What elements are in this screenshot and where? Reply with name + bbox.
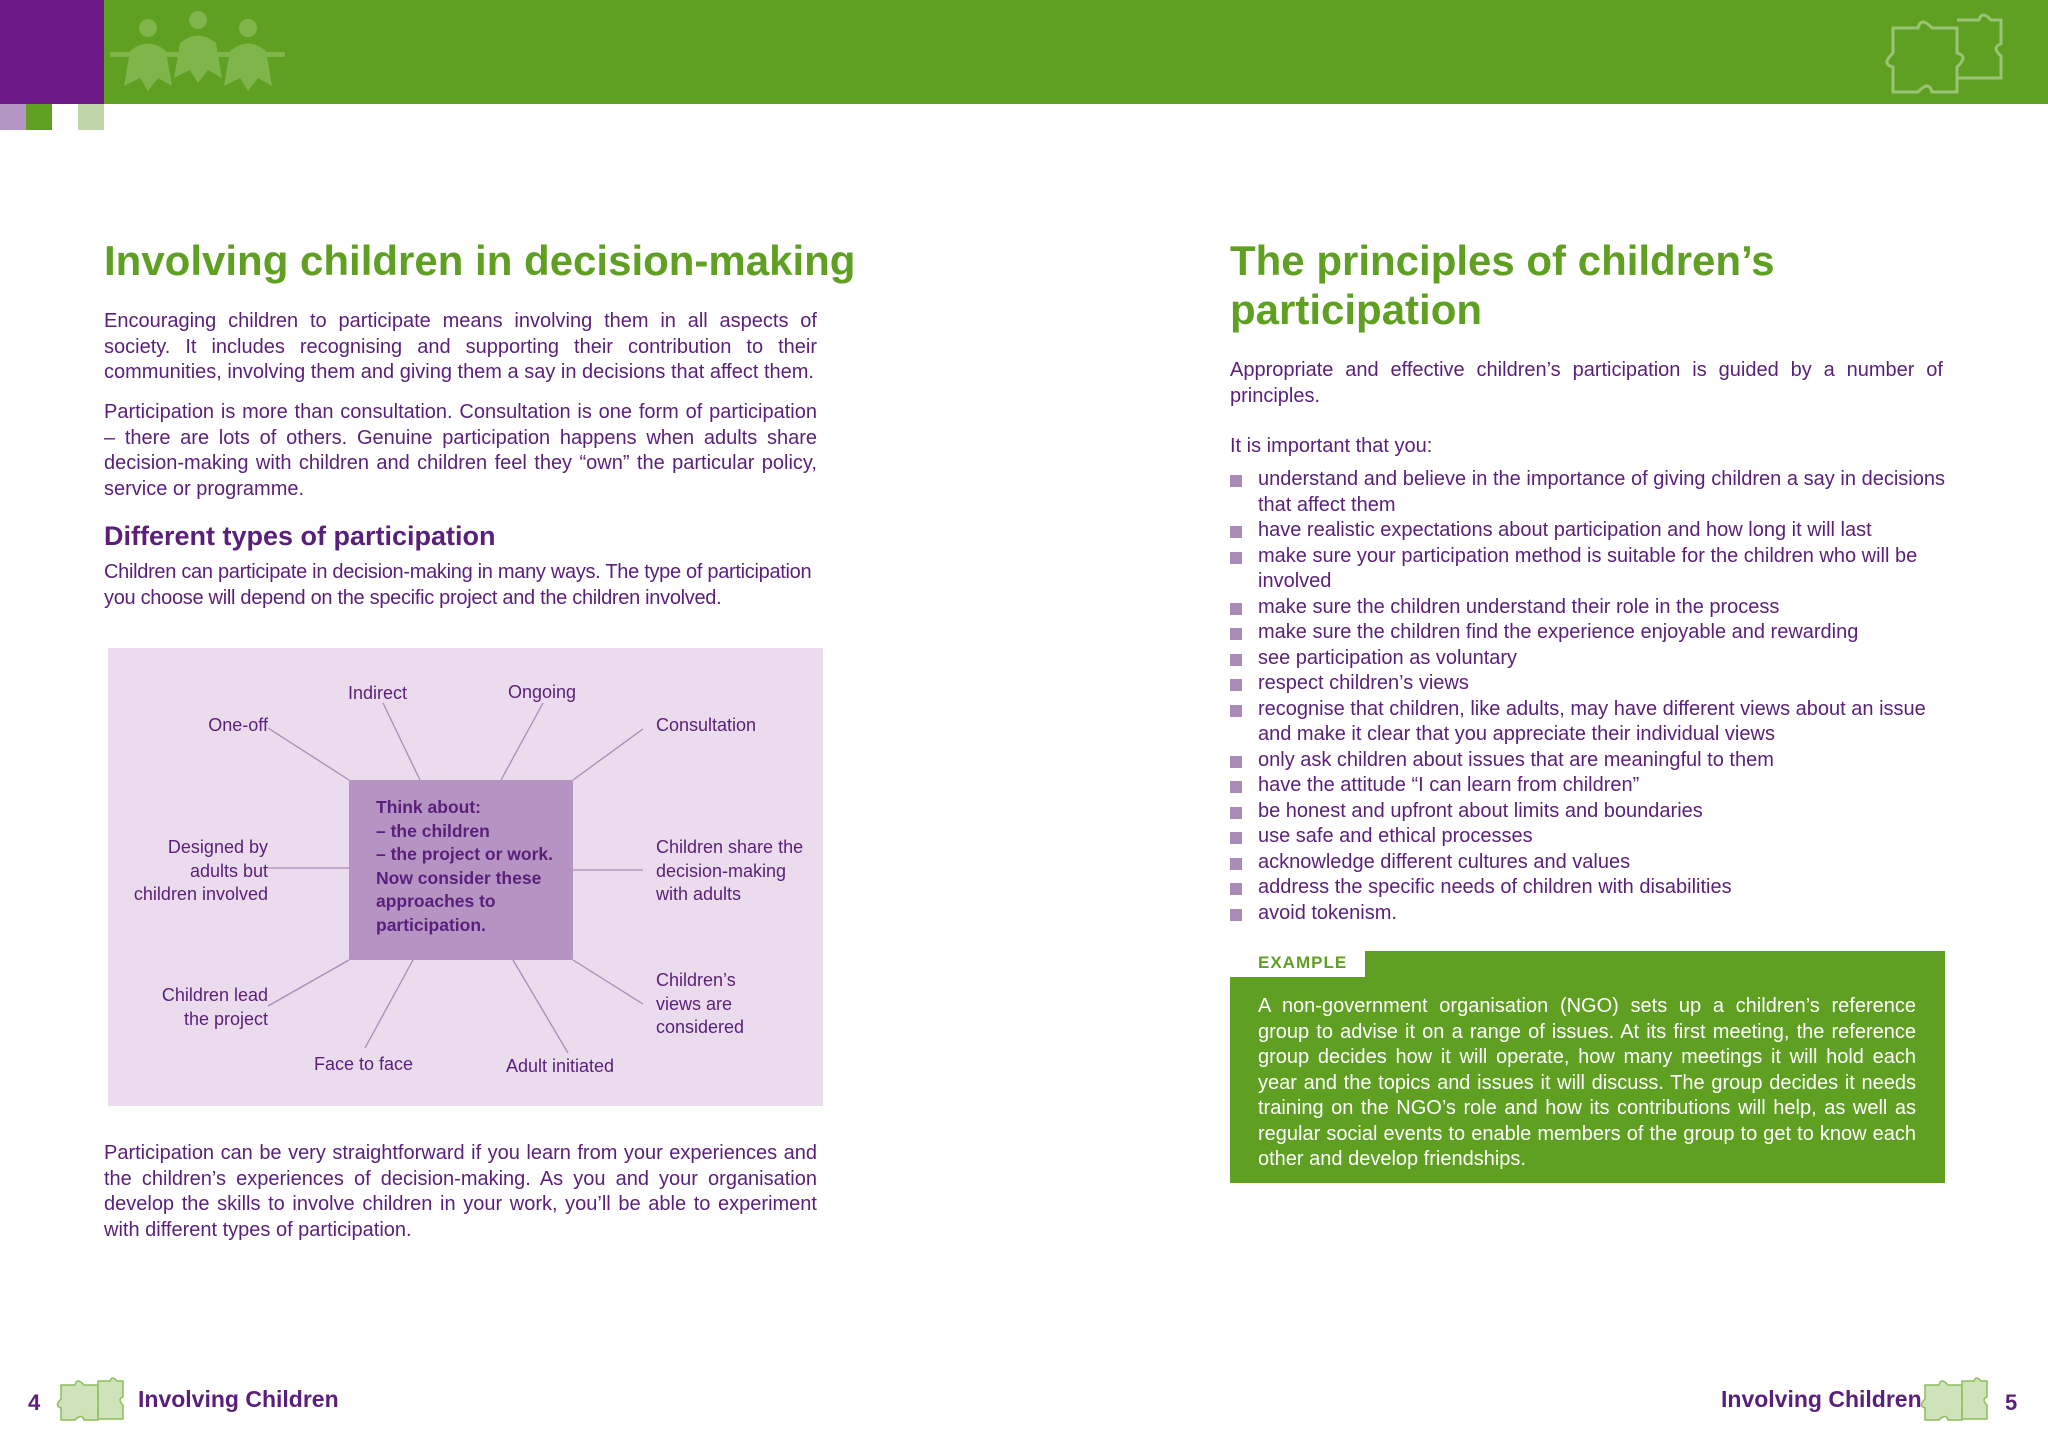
list-item [1230,646,1945,672]
list-item [1230,824,1945,850]
label-line: Children share the [656,837,804,857]
center-line: Think about: [376,797,481,817]
header-purple-block [0,0,104,104]
example-box [1230,951,1945,1183]
list-item-text: avoid tokenism. [1258,901,1397,924]
list-item-text: make sure your participation method is suitable for the children who will be involved [1258,544,1918,592]
participation-diagram [108,648,823,1106]
center-line: participation. [376,914,486,935]
right-footer-title: Involving Children [1721,1386,1922,1412]
list-item [1230,671,1945,697]
header-square [78,104,104,130]
bullet-square-icon [1230,807,1242,819]
list-item [1230,901,1945,927]
bullet-square-icon [1230,679,1242,691]
label-indirect: Indirect [348,683,408,703]
subheading: Different types of participation [104,521,496,551]
left-page-title: Involving children in decision-making [104,237,856,284]
label-line: views are [656,993,733,1014]
footer-puzzle-icon [1920,1373,1990,1423]
bullet-square-icon [1230,654,1242,666]
list-item [1230,467,1945,518]
list-item-text: respect children’s views [1258,672,1469,694]
label-line: the project [183,1008,268,1029]
list-item [1230,850,1945,876]
title-line: The principles of children’s [1230,237,1775,284]
left-footer-title: Involving Children [138,1386,339,1412]
right-page-title [1230,236,1775,334]
bullet-square-icon [1230,756,1242,768]
label-line: decision-making [656,860,787,881]
list-item-text: only ask children about issues that are meaningful to them [1258,748,1774,771]
label-line: Children’s [656,970,736,990]
bullet-square-icon [1230,552,1242,564]
types-paragraph: Children can participate in decision-making in many ways. The type of participation you choose will depend on the specific project and the children involved. [104,561,812,609]
list-item [1230,595,1945,621]
bullet-square-icon [1230,475,1242,487]
list-item-text: be honest and upfront about limits and boundaries [1258,799,1703,822]
list-item-text: have realistic expectations about participation and how long it will last [1258,519,1872,541]
list-item-text: make sure the children understand their role in the process [1258,595,1780,618]
diagram-center-box [349,780,573,960]
participation-paragraph: Participation is more than consultation. Consultation is one form of participation – there are lots of others. Genuine participation happens when adults share decision-making with children and children feel they “own” the particular policy, service or programme. [104,401,817,500]
bullet-square-icon [1230,705,1242,717]
bullet-square-icon [1230,603,1242,615]
label-face-to-face: Face to face [314,1054,414,1074]
example-text: A non-government organisation (NGO) sets up a children’s reference group to advise it on a range of issues. At its first meeting, the reference group decides how it will operate, how many meetings it will hold each year and the topics and issues it will discuss. The group decides it needs training on the NGO’s role and how its contributions will help, as well as regular social events to enable members of the group to get to know each other and develop friendships. [1258,995,1916,1170]
label-designed-by-adults [134,836,268,907]
list-item-text: address the specific needs of children with disabilities [1258,876,1732,898]
label-ongoing: Ongoing [508,682,577,702]
puzzle-icon [1885,8,2005,96]
list-item [1230,748,1945,774]
list-item-text: make sure the children find the experience enjoyable and rewarding [1258,621,1859,643]
title-line: participation [1230,286,1483,333]
list-item-text: see participation as voluntary [1258,646,1518,669]
footer-puzzle-icon [56,1373,126,1423]
label-children-views [656,969,744,1040]
bullet-square-icon [1230,832,1242,844]
list-item [1230,518,1945,544]
list-item-text: recognise that children, like adults, may have different views about an issue and make it clear that you appreciate their individual views [1258,697,1926,745]
list-item [1230,620,1945,646]
list-item-text: understand and believe in the importance of giving children a say in decisions that affect them [1258,468,1945,516]
label-line: with adults [656,884,742,904]
principles-intro: Appropriate and effective children’s participation is guided by a number of principles. [1230,359,1943,407]
bullet-square-icon [1230,909,1242,921]
label-children-lead [162,984,268,1031]
list-item [1230,544,1945,595]
left-page-number: 4 [28,1390,41,1415]
bullet-square-icon [1230,781,1242,793]
label-one-off: One-off [208,715,268,735]
example-label: EXAMPLE [1258,953,1348,972]
center-line: – the children [376,820,490,841]
bullet-square-icon [1230,858,1242,870]
header-square [26,104,52,130]
label-line: adults but [189,860,268,881]
header-square [52,104,78,130]
center-line: approaches to [376,891,496,911]
label-line: considered [656,1017,745,1037]
header-square [0,104,26,130]
list-item [1230,875,1945,901]
list-item-text: use safe and ethical processes [1258,825,1533,847]
intro-paragraph: Encouraging children to participate means involving them in all aspects of society. It includes recognising and supporting their contribution to their communities, involving them and giving them a say in decisions that affect them. [104,310,817,383]
list-item-text: acknowledge different cultures and values [1258,850,1631,873]
label-adult-initiated: Adult initiated [506,1056,615,1076]
list-item [1230,773,1945,799]
bullet-square-icon [1230,526,1242,538]
children-figures-icon [110,6,285,96]
label-line: children involved [133,884,268,904]
closing-paragraph: Participation can be very straightforward if you learn from your experiences and the children’s experiences of decision-making. As you and your organisation develop the skills to involve children in your work, you’ll be able to experiment with different types of participation. [104,1142,817,1241]
list-item [1230,799,1945,825]
center-line: Now consider these [376,867,542,888]
principles-lead: It is important that you: [1230,435,1433,457]
bullet-square-icon [1230,628,1242,640]
header-band [0,0,2048,104]
principles-list [1230,467,1945,926]
right-page-number: 5 [2005,1390,2018,1415]
center-line: – the project or work. [376,844,553,864]
list-item [1230,697,1945,748]
list-item-text: have the attitude “I can learn from children” [1258,774,1640,796]
label-consultation: Consultation [656,715,757,735]
bullet-square-icon [1230,883,1242,895]
label-line: Children lead [161,985,268,1005]
label-line: Designed by [167,837,268,857]
label-children-share [656,836,803,907]
